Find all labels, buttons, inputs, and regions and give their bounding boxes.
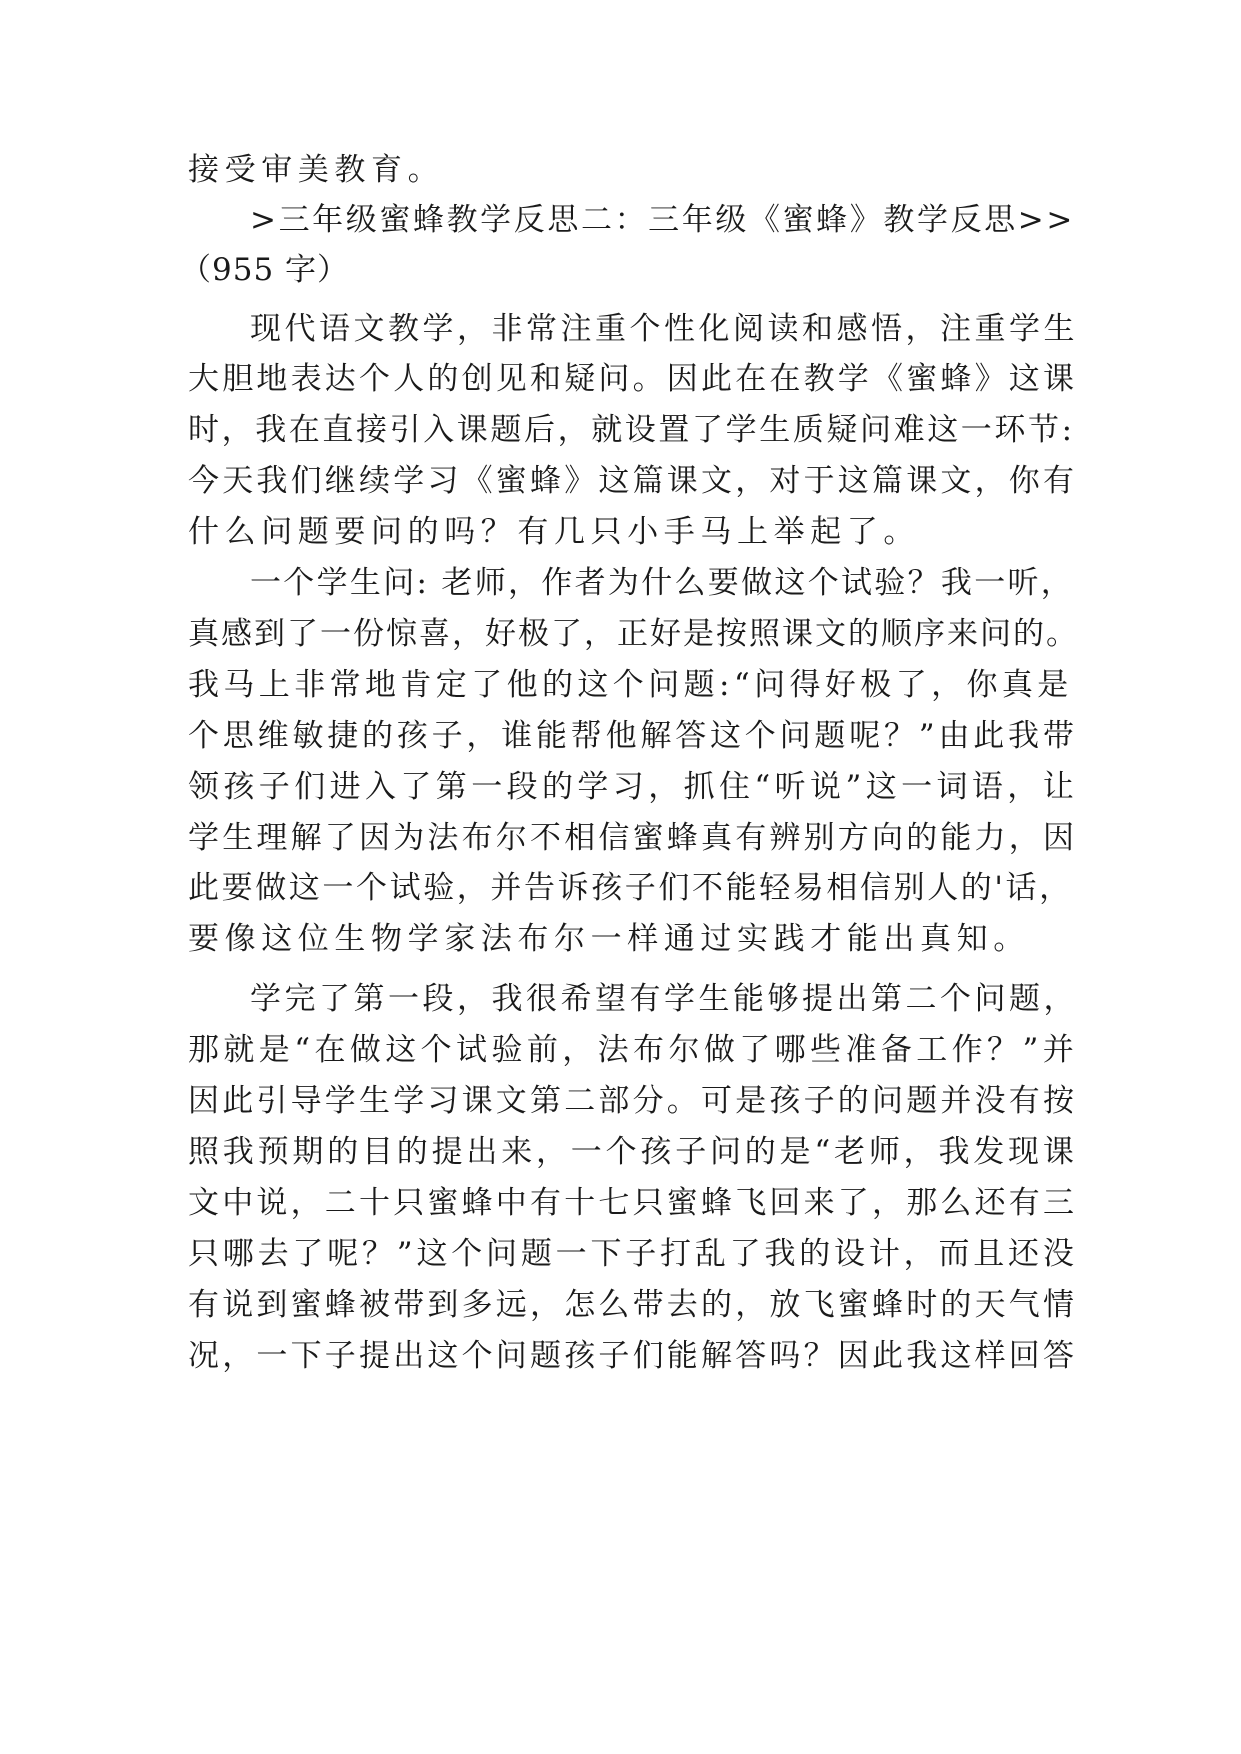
paragraph-line: 此要做这一个试验，并告诉孩子们不能轻易相信别人的'话， — [188, 870, 1073, 906]
paragraph-line: 那就是“在做这个试验前，法布尔做了哪些准备工作？”并 — [188, 1032, 1079, 1068]
paragraph-line: 有说到蜜蜂被带到多远，怎么带去的，放飞蜜蜂时的天气情 — [188, 1287, 1078, 1323]
paragraph-line: 真感到了一份惊喜，好极了，正好是按照课文的顺序来问的。 — [188, 616, 1079, 652]
paragraph-line: 现代语文教学，非常注重个性化阅读和感悟，注重学生 — [250, 311, 1078, 347]
paragraph-line: 况，一下子提出这个问题孩子们能解答吗？因此我这样回答 — [188, 1338, 1078, 1374]
paragraph-line: 大胆地表达个人的创见和疑问。因此在在教学《蜜蜂》这课 — [188, 361, 1078, 397]
paragraph-line: 照我预期的目的提出来，一个孩子问的是“老师，我发现课 — [188, 1134, 1078, 1170]
paragraph-line: 一个学生问: 老师，作者为什么要做这个试验？我一听， — [250, 565, 1075, 601]
section-heading: >三年级蜜蜂教学反思二：三年级《蜜蜂》教学反思>> — [250, 202, 1075, 238]
paragraph-line: 个思维敏捷的孩子，谁能帮他解答这个问题呢？”由此我带 — [188, 718, 1078, 754]
paragraph-line: 要像这位生物学家法布尔一样通过实践才能出真知。 — [188, 921, 1030, 957]
paragraph-line: 因此引导学生学习课文第二部分。可是孩子的问题并没有按 — [188, 1083, 1078, 1119]
paragraph-line: 学生理解了因为法布尔不相信蜜蜂真有辨别方向的能力，因 — [188, 820, 1078, 856]
paragraph-line: 只哪去了呢？”这个问题一下子打乱了我的设计，而且还没 — [188, 1236, 1078, 1272]
paragraph-line: 我马上非常地肯定了他的这个问题:“问得好极了，你真是 — [188, 667, 1073, 703]
paragraph-line: 什么问题要问的吗？有几只小手马上举起了。 — [188, 514, 920, 550]
paragraph-line: 时，我在直接引入课题后，就设置了学生质疑问难这一环节: — [188, 412, 1075, 448]
paragraph-line: 学完了第一段，我很希望有学生能够提出第二个问题， — [250, 981, 1078, 1017]
paragraph-line: 接受审美教育。 — [188, 152, 445, 188]
paragraph-line: 今天我们继续学习《蜜蜂》这篇课文，对于这篇课文，你有 — [188, 463, 1078, 499]
paragraph-line: 领孩子们进入了第一段的学习，抓住“听说”这一词语，让 — [188, 769, 1079, 805]
paragraph-line: 文中说，二十只蜜蜂中有十七只蜜蜂飞回来了，那么还有三 — [188, 1185, 1078, 1221]
word-count-note: （955 字） — [180, 252, 350, 288]
